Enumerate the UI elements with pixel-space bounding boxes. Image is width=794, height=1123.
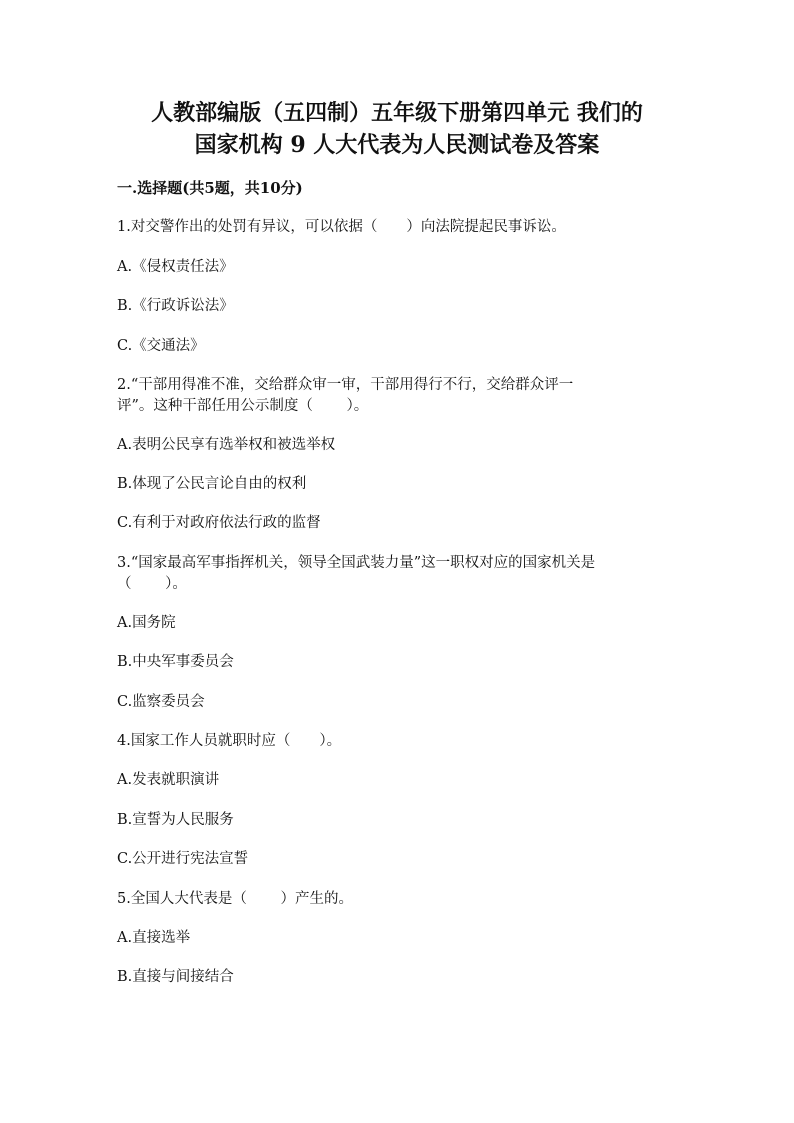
title-line-2: 国家机构 9 人大代表为人民测试卷及答案 (194, 132, 600, 158)
question-2-option-a: A.表明公民享有选举权和被选举权 (117, 437, 336, 453)
question-4-option-a: A.发表就职演讲 (117, 772, 220, 788)
title-line-1: 人教部编版（五四制）五年级下册第四单元 我们的 (151, 100, 643, 126)
question-1-option-a: A.《侵权责任法》 (117, 259, 234, 275)
question-5-option-b: B.直接与间接结合 (117, 969, 234, 985)
question-2-stem-line-2: 评”。这种干部任用公示制度（ ）。 (117, 398, 369, 414)
question-4-option-c: C.公开进行宪法宣誓 (117, 851, 249, 867)
question-5-stem: 5.全国人大代表是（ ）产生的。 (117, 891, 353, 907)
question-2-stem-line-1: 2.“干部用得准不准，交给群众审一审，干部用得行不行，交给群众评一 (117, 377, 574, 393)
section-heading: 一.选择题(共5题，共10分) (117, 179, 303, 197)
question-1-option-c: C.《交通法》 (117, 338, 205, 354)
question-3-stem-line-2: （ ）。 (117, 576, 187, 592)
question-4-stem: 4.国家工作人员就职时应（ ）。 (117, 733, 342, 749)
question-1-option-b: B.《行政诉讼法》 (117, 298, 234, 314)
question-4-option-b: B.宣誓为人民服务 (117, 812, 234, 828)
question-3-stem-line-1: 3.“国家最高军事指挥机关，领导全国武装力量”这一职权对应的国家机关是 (117, 555, 596, 571)
question-3-option-c: C.监察委员会 (117, 694, 205, 710)
question-1-stem: 1.对交警作出的处罚有异议，可以依据（ ）向法院提起民事诉讼。 (117, 219, 566, 235)
question-3-option-a: A.国务院 (117, 615, 176, 631)
document-title (100, 97, 694, 161)
question-2-option-b: B.体现了公民言论自由的权利 (117, 476, 307, 492)
question-3-option-b: B.中央军事委员会 (117, 654, 234, 670)
question-2-option-c: C.有利于对政府依法行政的监督 (117, 515, 321, 531)
question-5-option-a: A.直接选举 (117, 930, 191, 946)
